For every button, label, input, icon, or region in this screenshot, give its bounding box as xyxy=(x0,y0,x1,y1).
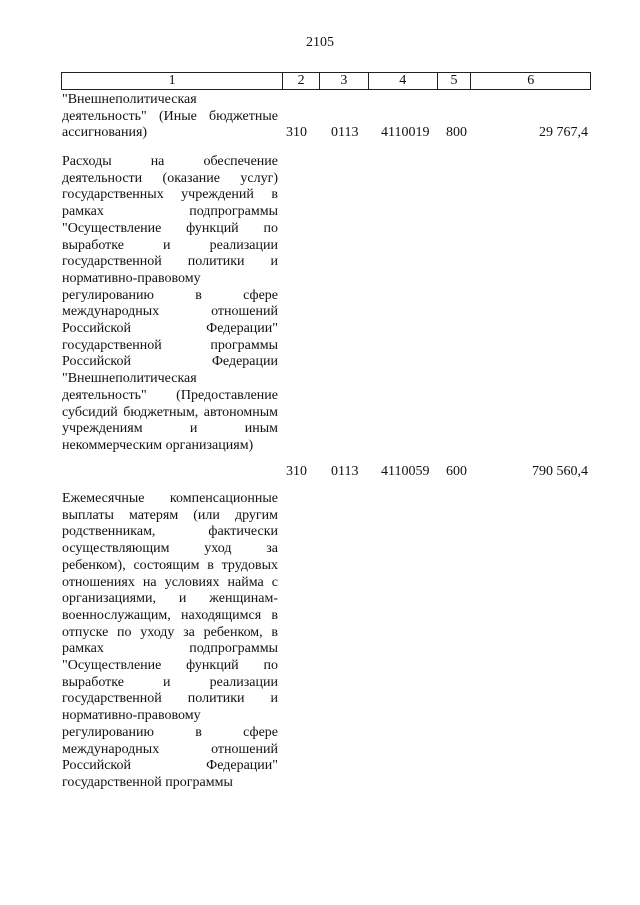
row-1-subject: 310 xyxy=(286,125,307,140)
row-2-description: Расходы на обеспечение деятельности (оказание услуг) государственных учреждений в рамках подпрограммы "Осуществление функций по выработке и реализации государственной политики и нормативно-правовому регулированию в сфере международных отношений Российской Федерации" государственной программы Российской Федерации "Внешнеполитическая деятельность" (Предоставление субсидий бюджетным, автономным учреждениям и иным некоммерческим организациям) xyxy=(62,154,278,453)
row-2-amount: 790 560,4 xyxy=(532,464,588,479)
row-2-section: 0113 xyxy=(331,464,359,479)
header-col-5: 5 xyxy=(438,73,472,89)
row-2-expense-type: 600 xyxy=(446,464,467,479)
row-1-description: "Внешнеполитическая деятельность" (Иные бюджетные ассигнования) xyxy=(62,92,278,141)
row-1-expense-type: 800 xyxy=(446,125,467,140)
page-number: 2105 xyxy=(306,35,334,50)
header-col-4: 4 xyxy=(369,73,438,89)
row-1-section: 0113 xyxy=(331,125,359,140)
header-col-3: 3 xyxy=(320,73,369,89)
header-col-2: 2 xyxy=(283,73,320,89)
header-col-6: 6 xyxy=(527,73,535,88)
row-2-target: 4110059 xyxy=(381,464,430,479)
row-3-description: Ежемесячные компенсационные выплаты матерям (или другим родственникам, фактически осуществляющим уход за ребенком), состоящим в трудовых отношениях на условиях найма с организациями, и женщинам-военнослужащим, находящимся в отпуске по уходу за ребенком, в рамках подпрограммы "Осуществление функций по выработке и реализации государственной политики и нормативно-правовому регулированию в сфере международных отношений Российской Федерации" государственной программы xyxy=(62,491,278,790)
row-1-amount: 29 767,4 xyxy=(539,125,588,140)
row-2-subject: 310 xyxy=(286,464,307,479)
header-col-1: 1 xyxy=(62,73,283,89)
row-1-target: 4110019 xyxy=(381,125,430,140)
table-header-row xyxy=(61,72,591,90)
